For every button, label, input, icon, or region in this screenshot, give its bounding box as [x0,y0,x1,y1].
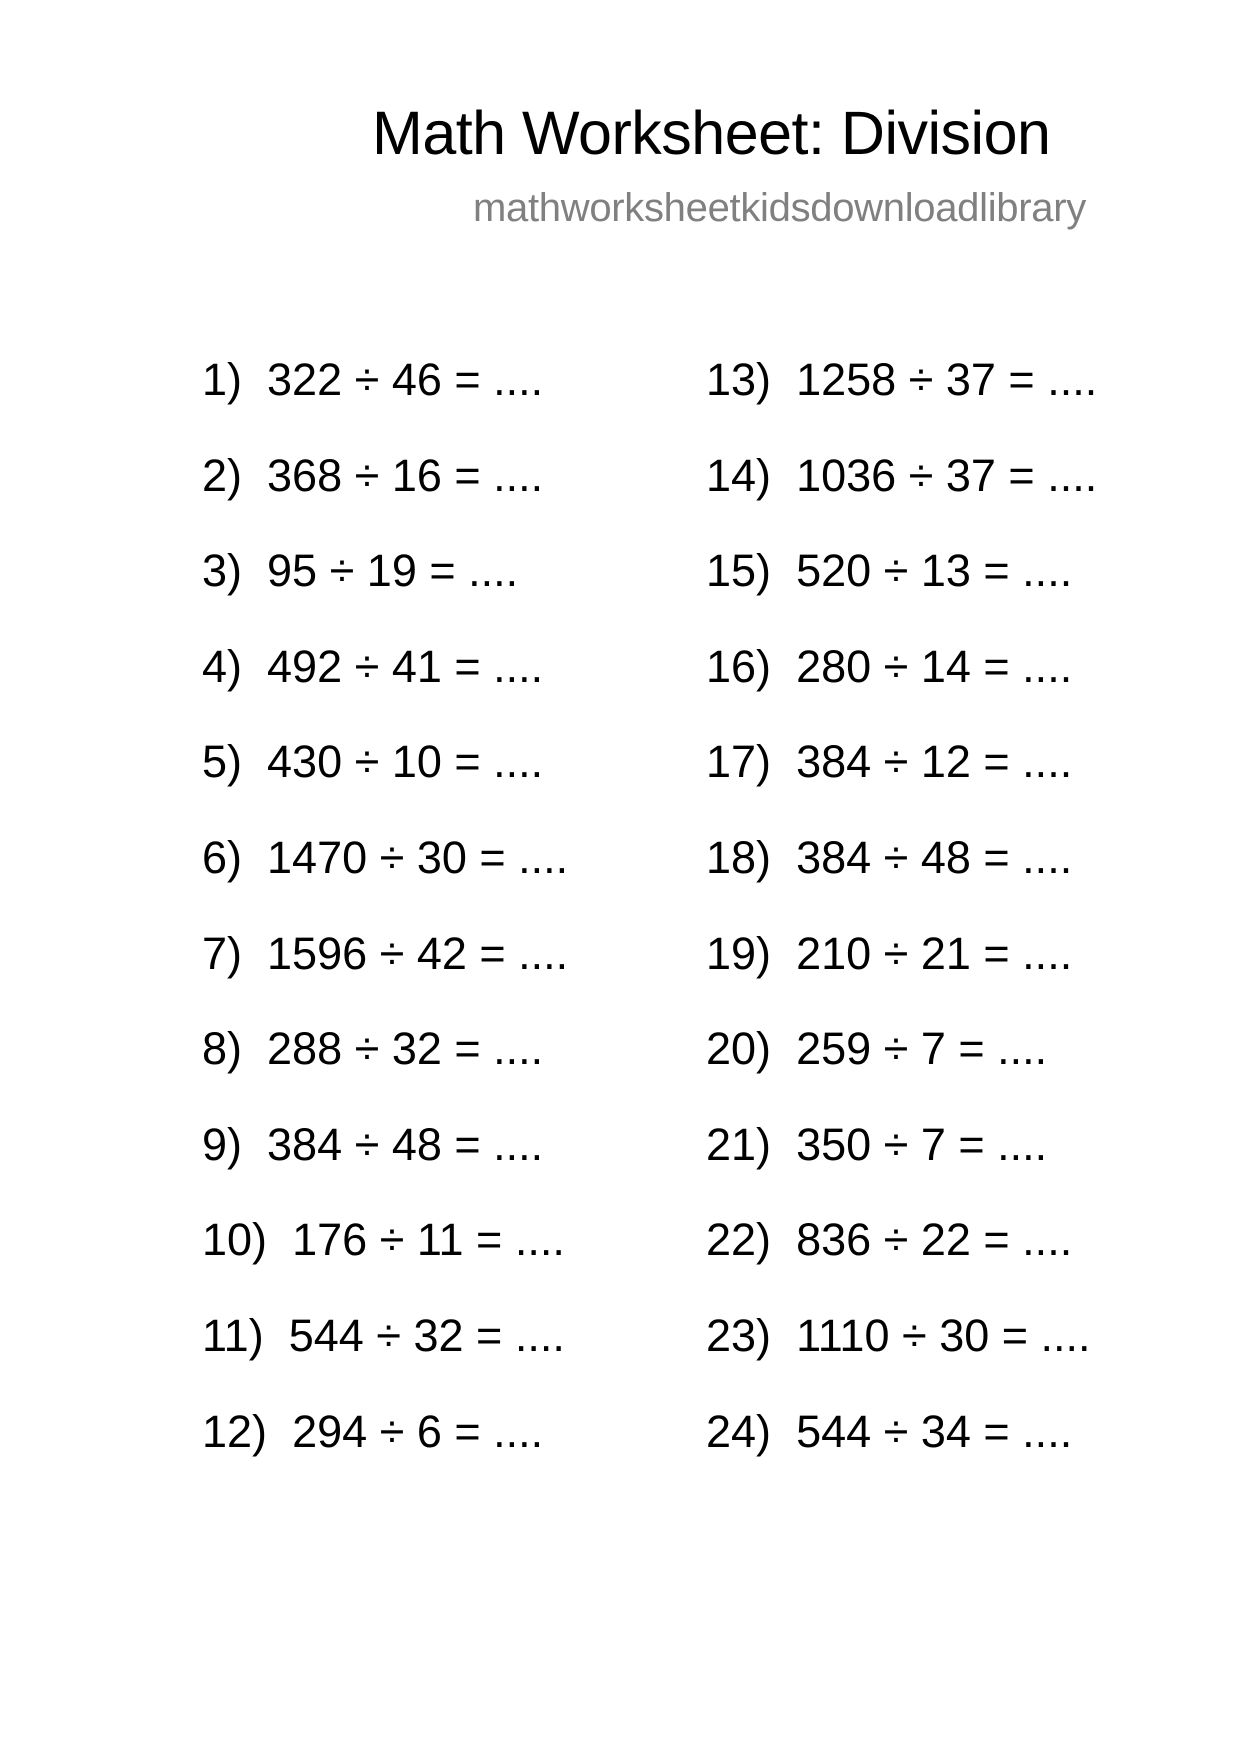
problem-number: 4) [202,640,243,692]
problem-number: 9) [202,1118,243,1170]
problem-expression: 1596 ÷ 42 = .... [267,927,569,979]
problem-number: 22) [706,1214,772,1266]
problem-item [202,830,568,926]
problem-expression: 520 ÷ 13 = .... [796,545,1073,597]
problem-number: 3) [202,545,243,597]
problems-column-left [202,352,568,1499]
problem-expression: 384 ÷ 48 = .... [267,1118,544,1170]
problem-expression: 368 ÷ 16 = .... [267,449,544,501]
problem-number: 6) [202,831,243,883]
problem-item [706,1117,1097,1213]
problem-expression: 384 ÷ 48 = .... [796,831,1073,883]
problem-item [706,1021,1097,1117]
problem-expression: 210 ÷ 21 = .... [796,927,1073,979]
problem-item [202,448,568,544]
problem-item [202,734,568,830]
problem-number: 16) [706,640,772,692]
problem-expression: 492 ÷ 41 = .... [267,640,544,692]
problem-expression: 544 ÷ 32 = .... [288,1309,565,1361]
problem-number: 17) [706,736,772,788]
problem-item [706,352,1097,448]
problem-expression: 1470 ÷ 30 = .... [267,831,569,883]
problem-number: 1) [202,354,243,405]
problem-item [202,543,568,639]
problem-expression: 1036 ÷ 37 = .... [796,449,1098,501]
problem-number: 14) [706,449,772,501]
problem-item [202,1404,568,1500]
problem-number: 20) [706,1023,772,1075]
problem-expression: 280 ÷ 14 = .... [796,640,1073,692]
problem-number: 8) [202,1023,243,1075]
problem-item [706,639,1097,735]
problem-item [706,1212,1097,1308]
site-subtitle: mathworksheetkidsdownloadlibrary [473,186,1086,230]
problem-expression: 294 ÷ 6 = .... [292,1405,544,1457]
problem-number: 19) [706,927,772,979]
problem-expression: 350 ÷ 7 = .... [796,1118,1048,1170]
page-title: Math Worksheet: Division [372,99,1051,167]
problem-item [706,1404,1097,1500]
problem-item [706,830,1097,926]
problem-number: 15) [706,545,772,597]
problem-number: 18) [706,831,772,883]
problem-number: 10) [202,1214,268,1266]
problem-number: 13) [706,354,772,405]
problem-item [202,1308,568,1404]
problem-expression: 259 ÷ 7 = .... [796,1023,1048,1075]
problem-item [706,448,1097,544]
problem-expression: 1258 ÷ 37 = .... [796,354,1098,405]
problem-item [202,1212,568,1308]
problem-number: 7) [202,927,243,979]
problem-number: 11) [202,1309,264,1361]
problem-item [706,1308,1097,1404]
problem-item [202,926,568,1022]
problem-number: 12) [202,1405,268,1457]
problem-expression: 544 ÷ 34 = .... [796,1405,1073,1457]
problem-expression: 176 ÷ 11 = .... [292,1214,565,1266]
problem-expression: 322 ÷ 46 = .... [267,354,544,405]
problem-expression: 836 ÷ 22 = .... [796,1214,1073,1266]
problem-item [202,1021,568,1117]
problem-expression: 384 ÷ 12 = .... [796,736,1073,788]
problem-expression: 1110 ÷ 30 = .... [796,1309,1091,1361]
problem-item [706,926,1097,1022]
problem-number: 23) [706,1309,772,1361]
problem-number: 5) [202,736,243,788]
problems-column-right [706,352,1097,1499]
problem-item [706,734,1097,830]
problem-expression: 288 ÷ 32 = .... [267,1023,544,1075]
problem-item [202,639,568,735]
problem-expression: 430 ÷ 10 = .... [267,736,544,788]
problem-item [202,352,568,448]
problem-number: 21) [706,1118,772,1170]
problem-expression: 95 ÷ 19 = .... [267,545,519,597]
problem-item [706,543,1097,639]
problem-number: 24) [706,1405,772,1457]
problem-number: 2) [202,449,243,501]
problem-item [202,1117,568,1213]
